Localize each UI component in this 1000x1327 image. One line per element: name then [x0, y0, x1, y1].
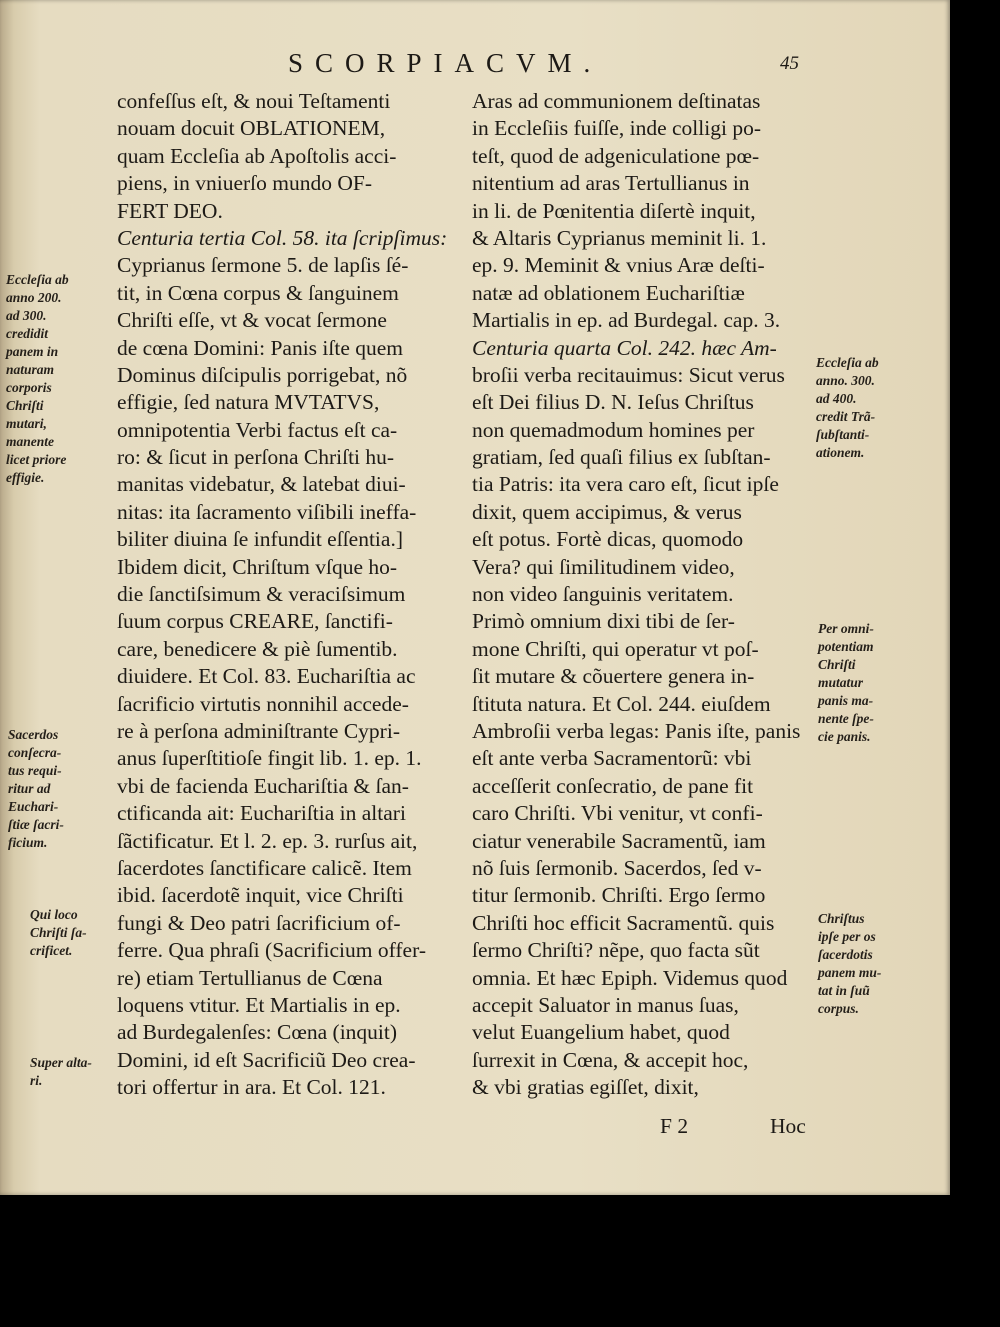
- text-line: ſurrexit in Cœna, & accepit hoc,: [472, 1047, 749, 1072]
- right-text-column: [472, 88, 820, 1101]
- text-line: acceſſerit conſecratio, de pane fit: [472, 773, 754, 798]
- margin-note-line: cie panis.: [818, 729, 871, 744]
- text-line: Centuria quarta Col. 242. hæc Am-: [472, 335, 777, 360]
- margin-note-line: Eccleſia ab: [6, 272, 69, 287]
- catchword: Hoc: [770, 1114, 806, 1138]
- margin-note-line: ad 300.: [6, 308, 47, 323]
- text-line: nõ ſuis ſermonib. Sacerdos, ſed v-: [472, 855, 762, 880]
- text-line: tit, in Cœna corpus & ſanguinem: [117, 280, 399, 305]
- margin-note-line: ad 400.: [816, 391, 857, 406]
- left-text-column: [117, 88, 462, 1101]
- text-line: non quemadmodum homines per: [472, 417, 755, 442]
- text-line: nitentium ad aras Tertullianus in: [472, 171, 750, 196]
- text-line: Domini, id eſt Sacrificiũ Deo crea-: [117, 1047, 416, 1072]
- text-line: non video ſanguinis veritatem.: [472, 582, 734, 607]
- margin-note-line: ſubſtanti-: [816, 427, 870, 442]
- text-line: eſt ante verba Sacramentorũ: vbi: [472, 746, 752, 771]
- text-line: in Eccleſiis fuiſſe, inde colligi po-: [472, 116, 761, 141]
- text-line: Martialis in ep. ad Burdegal. cap. 3.: [472, 308, 781, 333]
- margin-note-line: Chriſti: [818, 657, 856, 672]
- margin-note-line: credidit: [6, 326, 48, 341]
- text-line: de cœna Domini: Panis iſte quem: [117, 335, 404, 360]
- margin-note-line: Chriſti: [6, 398, 44, 413]
- margin-note-line: Sacerdos: [8, 727, 59, 742]
- text-line: & Altaris Cyprianus meminit li. 1.: [472, 225, 767, 250]
- text-line: effigie, ſed natura MVTATVS,: [117, 390, 380, 415]
- margin-note-line: panem mu-: [818, 965, 882, 980]
- text-line: quam Eccleſia ab Apoſtolis acci-: [117, 143, 397, 168]
- text-line: ſermo Chriſti? nẽpe, quo facta sũt: [472, 938, 760, 963]
- text-line: piens, in vniuerſo mundo OF-: [117, 171, 372, 196]
- text-line: diuidere. Et Col. 83. Euchariſtia ac: [117, 664, 416, 689]
- margin-note-line: ficium.: [8, 835, 48, 850]
- text-line: ſtituta natura. Et Col. 244. eiuſdem: [472, 691, 771, 716]
- margin-note-line: Per omni-: [818, 621, 874, 636]
- margin-note-line: panis ma-: [818, 693, 874, 708]
- text-line: ſacrificio virtutis nonnihil accede-: [117, 691, 409, 716]
- text-line: omnia. Et hæc Epiph. Videmus quod: [472, 965, 788, 990]
- margin-note-line: mutari,: [6, 416, 47, 431]
- text-line: tia Patris: ita vera caro eſt, ſicut ipſe: [472, 472, 779, 497]
- margin-note-line: anno. 300.: [816, 373, 875, 388]
- text-line: ciatur venerabile Sacramentũ, iam: [472, 828, 766, 853]
- text-line: ſit mutare & cõuertere genera in-: [472, 664, 755, 689]
- text-line: ſãctificatur. Et l. 2. ep. 3. rurſus ait,: [117, 828, 418, 853]
- text-line: velut Euangelium habet, quod: [472, 1020, 730, 1045]
- text-line: fungi & Deo patri ſacrificium of-: [117, 910, 401, 935]
- margin-note-line: effigie.: [6, 470, 45, 485]
- text-line: omnipotentia Verbi factus eſt ca-: [117, 417, 398, 442]
- text-line: Dominus diſcipulis porrigebat, nõ: [117, 362, 408, 387]
- text-line: vbi de facienda Euchariſtia & ſan-: [117, 773, 409, 798]
- margin-note-line: licet priore: [6, 452, 67, 467]
- text-line: Cyprianus ſermone 5. de lapſis ſé-: [117, 253, 409, 278]
- text-line: manitas videbatur, & latebat diui-: [117, 472, 406, 497]
- margin-note-line: manente: [6, 434, 55, 449]
- margin-note-right-3: [818, 910, 881, 1018]
- margin-note-line: Eccleſia ab: [816, 355, 879, 370]
- text-line: & vbi gratias egiſſet, dixit,: [472, 1075, 699, 1100]
- margin-note-line: corpus.: [818, 1001, 859, 1016]
- margin-note-line: ri.: [30, 1073, 43, 1088]
- text-line: re à perſona adminiſtrante Cypri-: [117, 718, 400, 743]
- text-line: in li. de Pœnitentia diſertè inquit,: [472, 198, 756, 223]
- text-line: teſt, quod de adgeniculatione pœ-: [472, 143, 760, 168]
- margin-note-line: crificet.: [30, 943, 73, 958]
- text-line: caro Chriſti. Vbi venitur, vt confi-: [472, 801, 763, 826]
- running-head: SCORPIACVM.: [288, 48, 603, 78]
- text-line: Chriſti hoc efficit Sacramentũ. quis: [472, 910, 775, 935]
- margin-note-left-1: [6, 271, 69, 487]
- text-line: anus ſuperſtitioſe fingit lib. 1. ep. 1.: [117, 746, 422, 771]
- page-number: 45: [780, 53, 799, 74]
- text-line: ferre. Qua phraſi (Sacrificium offer-: [117, 938, 426, 963]
- text-line: Vera? qui ſimilitudinem video,: [472, 554, 735, 579]
- text-line: titur ſermonib. Chriſti. Ergo ſermo: [472, 883, 766, 908]
- margin-note-left-4: [30, 1054, 92, 1090]
- margin-note-line: Qui loco: [30, 907, 78, 922]
- text-line: loquens vtitur. Et Martialis in ep.: [117, 992, 401, 1017]
- text-line: ſuum corpus CREARE, ſanctifi-: [117, 609, 393, 634]
- signature-mark: F 2: [660, 1114, 689, 1138]
- text-line: Centuria tertia Col. 58. ita ſcripſimus:: [117, 225, 448, 250]
- margin-note-left-3: [30, 906, 87, 960]
- text-line: biliter diuina ſe infundit eſſentia.]: [117, 527, 403, 552]
- margin-note-line: naturam: [6, 362, 55, 377]
- text-line: ad Burdegalenſes: Cœna (inquit): [117, 1020, 398, 1045]
- text-line: gratiam, ſed quaſi filius ex ſubſtan-: [472, 445, 771, 470]
- page-header: [0, 44, 950, 84]
- margin-note-line: mutatur: [818, 675, 864, 690]
- text-line: care, benedicere & piè ſumentib.: [117, 636, 398, 661]
- text-line: broſii verba recitauimus: Sicut verus: [472, 362, 785, 387]
- text-line: ſacerdotes ſanctificare calicẽ. Item: [117, 855, 412, 880]
- margin-note-line: credit Trã-: [816, 409, 876, 424]
- text-line: Ibidem dicit, Chriſtum vſque ho-: [117, 554, 398, 579]
- text-line: mone Chriſti, qui operatur vt poſ-: [472, 636, 759, 661]
- margin-note-line: Chriſti ſa-: [30, 925, 87, 940]
- margin-note-line: tat in ſuũ: [818, 983, 870, 998]
- text-line: ro: & ſicut in perſona Chriſti hu-: [117, 445, 395, 470]
- margin-note-line: ationem.: [816, 445, 865, 460]
- margin-note-line: anno 200.: [6, 290, 62, 305]
- text-line: natæ ad oblationem Euchariſtiæ: [472, 280, 745, 305]
- text-line: dixit, quem accipimus, & verus: [472, 499, 742, 524]
- margin-note-left-2: [8, 726, 64, 852]
- text-line: accepit Saluator in manus ſuas,: [472, 992, 739, 1017]
- text-line: Aras ad communionem deſtinatas: [472, 89, 761, 113]
- margin-note-line: Super alta-: [30, 1055, 92, 1070]
- text-line: nitas: ita ſacramento viſibili ineffa-: [117, 499, 417, 524]
- margin-note-line: Chriſtus: [818, 911, 865, 926]
- margin-note-line: nente ſpe-: [818, 711, 874, 726]
- text-line: re) etiam Tertullianus de Cœna: [117, 965, 383, 990]
- margin-note-line: Euchari-: [8, 799, 59, 814]
- margin-note-line: panem in: [6, 344, 59, 359]
- text-line: nouam docuit OBLATIONEM,: [117, 116, 386, 141]
- text-line: FERT DEO.: [117, 198, 223, 223]
- text-line: die ſanctiſsimum & veraciſsimum: [117, 582, 406, 607]
- text-line: eſt Dei filius D. N. Ieſus Chriſtus: [472, 390, 754, 415]
- margin-note-right-2: [818, 620, 874, 746]
- margin-note-line: potentiam: [818, 639, 874, 654]
- text-line: ep. 9. Meminit & vnius Aræ deſti-: [472, 253, 765, 278]
- text-line: eſt potus. Fortè dicas, quomodo: [472, 527, 744, 552]
- text-line: Chriſti eſſe, vt & vocat ſermone: [117, 308, 387, 333]
- margin-note-line: ipſe per os: [818, 929, 876, 944]
- text-line: ctificanda ait: Euchariſtia in altari: [117, 801, 406, 826]
- margin-note-line: ſacerdotis: [818, 947, 873, 962]
- text-line: tori offertur in ara. Et Col. 121.: [117, 1075, 386, 1100]
- margin-note-line: conſecra-: [8, 745, 62, 760]
- text-line: confeſſus eſt, & noui Teſtamenti: [117, 89, 391, 113]
- margin-note-line: corporis: [6, 380, 52, 395]
- margin-note-line: ſtiæ ſacri-: [8, 817, 64, 832]
- margin-note-line: ritur ad: [8, 781, 51, 796]
- text-line: ibid. ſacerdotẽ inquit, vice Chriſti: [117, 883, 404, 908]
- text-line: Ambroſii verba legas: Panis iſte, panis: [472, 718, 801, 743]
- margin-note-right-1: [816, 354, 879, 462]
- text-line: Primò omnium dixi tibi de ſer-: [472, 609, 735, 634]
- margin-note-line: tus requi-: [8, 763, 62, 778]
